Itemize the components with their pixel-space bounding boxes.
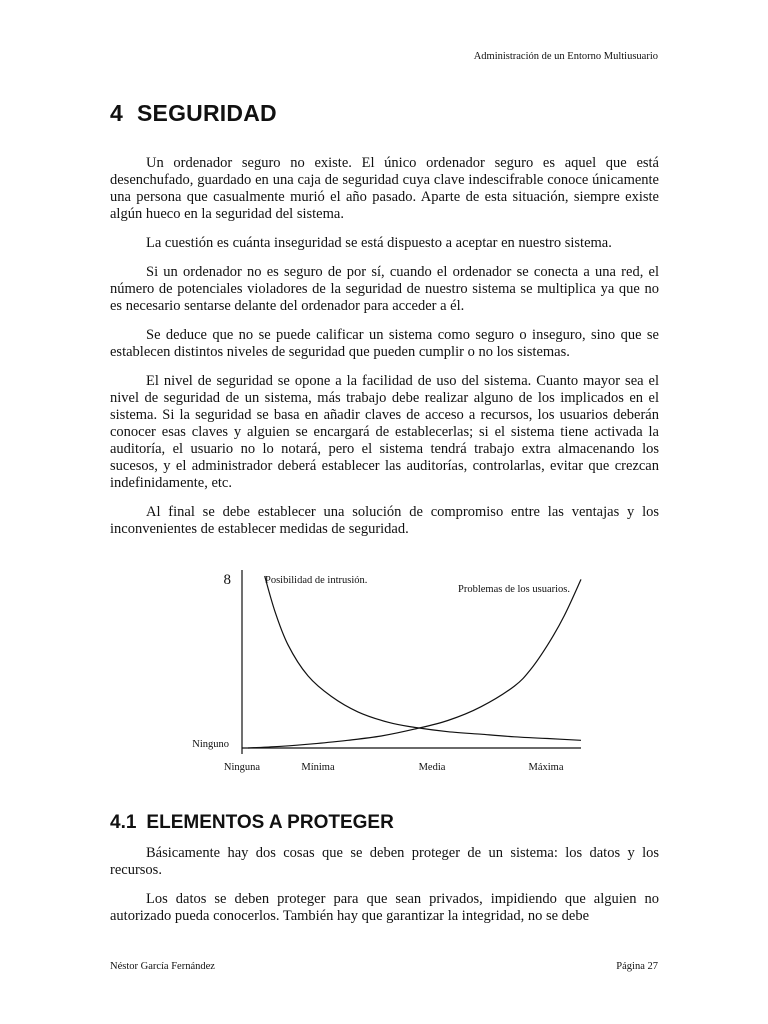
paragraph: Si un ordenador no es seguro de por sí, cuando el ordenador se conecta a una red, el número de potenciales violadores de la seguridad de nuestro sistema se multiplica ya que no es necesario sentarse delante del ordenador para acceder a él. xyxy=(110,264,659,314)
paragraph: El nivel de seguridad se opone a la facilidad de uso del sistema. Cuanto mayor sea el nivel de seguridad de un sistema, más trabajo debe realizar alguno de los implicados en el sistema. Si la seguridad se basa en añadir claves de acceso a recursos, los usuarios deberán conocer esas claves y alguien se encargará de establecerlas; si el sistema tiene activada la auditoría, el usuario no lo notará, pero el sistema tendrá trabajo extra almacenando los sucesos, y el administrador deberá establecer las auditorías, controlarlas, evitar que crezcan indefinidamente, etc. xyxy=(110,373,659,491)
x-tick-label: Ninguna xyxy=(223,762,261,773)
x-tick-label: Media xyxy=(418,762,446,773)
labels-group xyxy=(192,572,570,773)
body-text xyxy=(110,155,659,550)
subsection-body-text xyxy=(110,845,659,937)
series-label-intrusion: Posibilidad de intrusión. xyxy=(265,575,368,586)
section-heading xyxy=(110,100,277,127)
section-title: SEGURIDAD xyxy=(137,100,277,126)
security-tradeoff-chart xyxy=(170,562,600,782)
paragraph: Los datos se deben proteger para que sean privados, impidiendo que alguien no autorizado pueda conocerlos. También hay que garantizar la integridad, no se debe xyxy=(110,891,659,924)
subsection-heading xyxy=(110,812,394,834)
y-tick-label-top: 8 xyxy=(223,572,231,588)
footer-author: Néstor García Fernández xyxy=(110,961,215,972)
series-group xyxy=(248,576,581,748)
running-header: Administración de un Entorno Multiusuario xyxy=(473,51,658,62)
section-number: 4 xyxy=(110,100,123,126)
paragraph: La cuestión es cuánta inseguridad se está dispuesto a aceptar en nuestro sistema. xyxy=(146,235,612,251)
subsection-number: 4.1 xyxy=(110,812,137,833)
paragraph: Un ordenador seguro no existe. El único ordenador seguro es aquel que está desenchufado, guardado en una caja de seguridad cuya clave indescifrable conoce únicamente una persona que casualmente murió el año pasado. Aparte de esta situación, siempre existe algún hueco en la seguridad del sistema. xyxy=(110,155,659,222)
series-label-user-problems: Problemas de los usuarios. xyxy=(458,584,570,595)
y-tick-label-bottom: Ninguno xyxy=(192,739,229,750)
paragraph: Básicamente hay dos cosas que se deben proteger de un sistema: los datos y los recursos. xyxy=(110,845,659,878)
series-line-user-problems xyxy=(248,579,581,748)
paragraph: Se deduce que no se puede calificar un sistema como seguro o inseguro, sino que se establecen distintos niveles de seguridad que pueden cumplir o no los sistemas. xyxy=(110,327,659,360)
footer-page-number: Página 27 xyxy=(616,961,658,972)
x-tick-label: Mínima xyxy=(301,762,335,773)
paragraph: Al final se debe establecer una solución de compromiso entre las ventajas y los inconvenientes de establecer medidas de seguridad. xyxy=(110,504,659,537)
series-line-intrusion xyxy=(265,576,581,740)
x-tick-label: Máxima xyxy=(528,762,564,773)
subsection-title: ELEMENTOS A PROTEGER xyxy=(146,812,394,833)
